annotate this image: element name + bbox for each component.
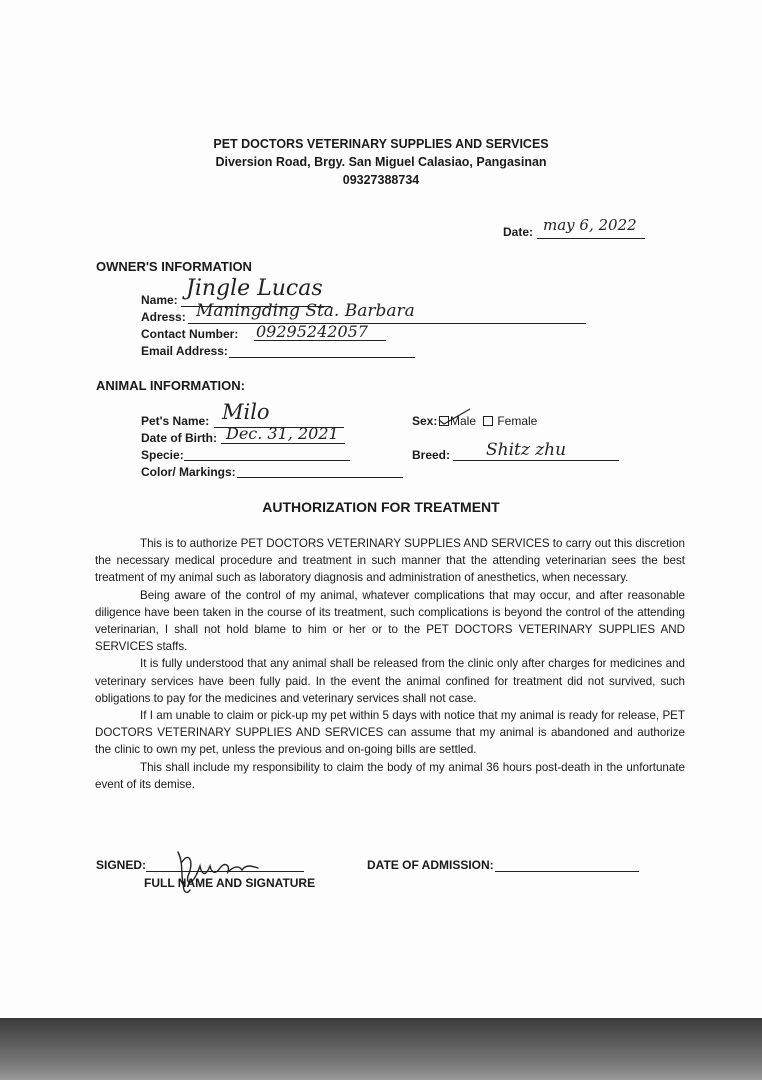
date-value: may 6, 2022 <box>543 216 637 234</box>
date-line <box>537 238 645 239</box>
admission-line <box>495 871 639 872</box>
admission-label: DATE OF ADMISSION: <box>367 858 494 872</box>
authorization-paragraph-2: Being aware of the control of my animal, whatever complications that may occur, and after reasonable diligence have been taken in the course of its treatment, such complications is beyond the control of the attending veterinarian, I shall not hold blame to him or her or to the PET DOCTORS VETERINARY SUPPLIES AND SERVICES staffs. <box>95 588 685 654</box>
signed-label: SIGNED: <box>96 858 147 872</box>
authorization-paragraph-3: It is fully understood that any animal shall be released from the clinic only after charges for medicines and veterinary services have been fully paid. In the event the animal confined for treatment did not survived, such obligations to pay for the medicines and veterinary services shall not case. <box>95 657 685 705</box>
authorization-body <box>95 535 685 793</box>
specie-label: Specie: <box>141 448 184 462</box>
owner-address-label: Adress: <box>141 310 186 324</box>
owner-address-line <box>188 323 586 324</box>
color-markings-label: Color/ Markings: <box>141 465 236 479</box>
sex-label: Sex: <box>412 414 438 428</box>
owner-contact-label: Contact Number: <box>141 327 239 341</box>
authorization-title: AUTHORIZATION FOR TREATMENT <box>262 499 500 515</box>
dob-label: Date of Birth: <box>141 431 217 445</box>
owner-email-line <box>229 357 415 358</box>
owner-contact-value: 09295242057 <box>256 322 368 341</box>
breed-value: Shitz zhu <box>486 440 567 460</box>
clinic-name: PET DOCTORS VETERINARY SUPPLIES AND SERVICES <box>213 137 549 151</box>
owner-email-label: Email Address: <box>141 344 228 358</box>
sex-female-option[interactable] <box>483 414 537 428</box>
clinic-phone: 09327388734 <box>342 173 420 187</box>
signature-caption: FULL NAME AND SIGNATURE <box>144 876 316 890</box>
sex-male-label: Male <box>450 414 477 428</box>
male-check-mark-icon <box>437 406 473 426</box>
authorization-paragraph-1: This is to authorize PET DOCTORS VETERINARY SUPPLIES AND SERVICES to carry out this discretion the necessary medical procedure and treatment in such manner that the attending veterinarian sees the best treatment of my animal such as laboratory diagnosis and administration of anesthetics, when necessary. <box>95 537 685 585</box>
authorization-paragraph-4: If I am unable to claim or pick-up my pet within 5 days with notice that my animal is ready for release, PET DOCTORS VETERINARY SUPPLIES AND SERVICES can assume that my animal is abandoned and authorize the clinic to own my pet, unless the previous and on-going bills are settled. <box>95 709 685 757</box>
owner-name-label: Name: <box>141 293 178 307</box>
dob-line <box>221 443 345 444</box>
owner-section-title: OWNER'S INFORMATION <box>96 259 252 274</box>
color-markings-line <box>237 477 403 478</box>
scanner-shadow <box>0 1018 762 1080</box>
specie-line <box>184 460 350 461</box>
owner-name-value: Jingle Lucas <box>186 276 323 301</box>
date-label: Date: <box>503 225 534 239</box>
pet-name-label: Pet's Name: <box>141 414 210 428</box>
breed-label: Breed: <box>412 448 451 462</box>
handwritten-signature <box>170 846 266 898</box>
dob-value: Dec. 31, 2021 <box>226 424 339 443</box>
owner-address-value: Maningding Sta. Barbara <box>196 301 415 321</box>
animal-section-title: ANIMAL INFORMATION: <box>96 378 245 393</box>
breed-line <box>453 460 619 461</box>
pet-name-value: Milo <box>222 400 270 424</box>
authorization-paragraph-5: This shall include my responsibility to claim the body of my animal 36 hours post-death in the unfortunate event of its demise. <box>95 760 685 791</box>
checkbox-female[interactable] <box>483 416 493 426</box>
clinic-address: Diversion Road, Brgy. San Miguel Calasiao, Pangasinan <box>215 155 547 169</box>
sex-female-label: Female <box>497 414 538 428</box>
